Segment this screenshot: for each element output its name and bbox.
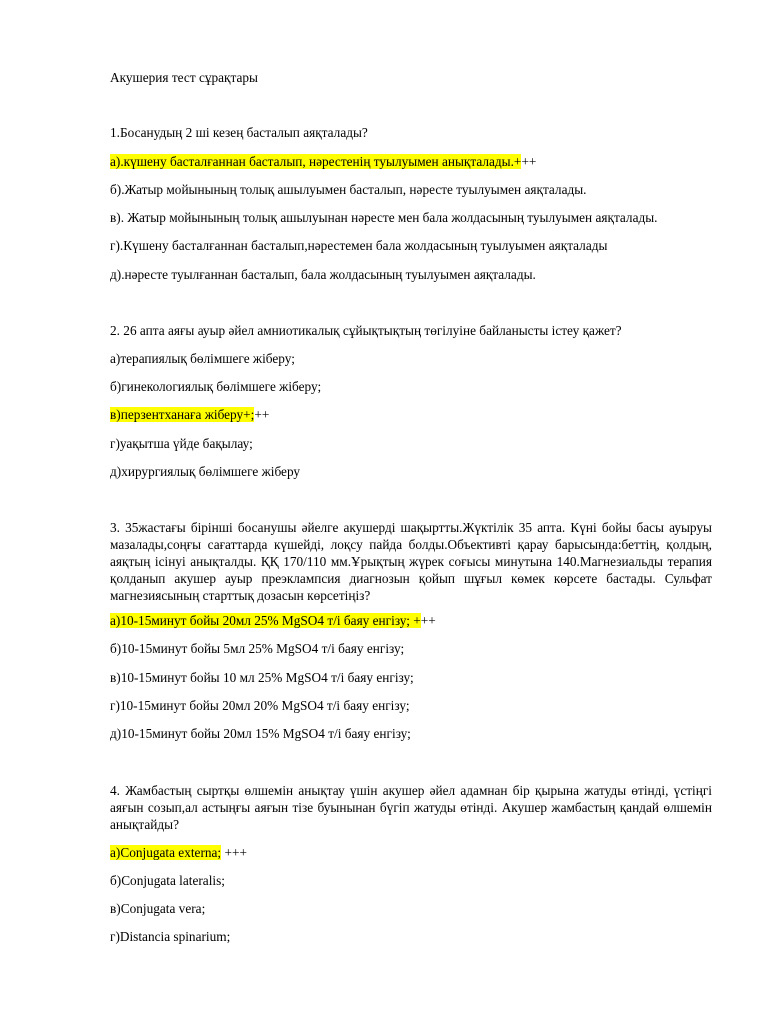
highlighted-answer: а).күшену басталғаннан басталып, нәрестенің туылуымен анықталады.+	[110, 154, 522, 169]
question-3: 3. 35жастағы бірінші босанушы әйелге акушерді шақыртты.Жүктілік 35 апта. Күні бойы басы ауыруы мазалады,соңғы сағаттарда күшейді, лоқсу пайда болды.Объективті қарау барысында:беттің, қолдың, аяқтың ісінуі анықталды. ҚҚ 170/110 мм.Ұрықтың жүрек соғысы минутына 140.Магнезиальды терапия қолданып акушер ауыр преэклампсия диагнозын қойып шұғыл көмек көрсете бастады. Сульфат магнезиясының старттық дозасын көрсетіңіз?	[110, 520, 712, 603]
question-2: 2. 26 апта аяғы ауыр әйел амниотикалық сұйықтықтың төгілуіне байланысты істеу қажет?	[110, 323, 622, 338]
answer-mark: +++	[221, 845, 247, 860]
q4-option-d: г)Distancia spinarium;	[110, 929, 231, 944]
question-4: 4. Жамбастың сыртқы өлшемін анықтау үшін акушер әйел адамнан бір қырына жатуды өтінді, үстіңгі аяғын созып,ал астыңғы аяғын тізе буынынан бүгіп жатуды өтінді. Акушер жамбастың қандай өлшемін анықтайды?	[110, 783, 712, 832]
q1-option-d: г).Күшену басталғаннан басталып,нәрестемен бала жолдасының туылуымен аяқталады	[110, 238, 608, 253]
q1-option-b: б).Жатыр мойынының толық ашылуымен басталып, нәресте туылуымен аяқталады.	[110, 182, 587, 197]
q3-option-c: в)10-15минут бойы 10 мл 25% MgSO4 т/і баяу енгізу;	[110, 670, 414, 685]
answer-mark: ++	[420, 613, 436, 628]
highlighted-answer: а)10-15минут бойы 20мл 25% MgSO4 т/і баяу енгізу; +	[110, 613, 421, 628]
q4-option-c: в)Conjugata vera;	[110, 901, 206, 916]
q3-option-a	[110, 612, 436, 629]
q2-option-c	[110, 406, 269, 423]
q3-option-e: д)10-15минут бойы 20мл 15% MgSO4 т/і баяу енгізу;	[110, 726, 411, 741]
q1-option-e: д).нәресте туылғаннан басталып, бала жолдасының туылуымен аяқталады.	[110, 267, 536, 282]
q2-option-b: б)гинекологиялық бөлімшеге жіберу;	[110, 379, 322, 394]
q2-option-e: д)хирургиялық бөлімшеге жіберу	[110, 464, 301, 479]
q2-option-a: а)терапиялық бөлімшеге жіберу;	[110, 351, 295, 366]
q4-option-b: б)Conjugata lateralis;	[110, 873, 225, 888]
q3-option-b: б)10-15минут бойы 5мл 25% MgSO4 т/і баяу енгізу;	[110, 641, 405, 656]
document-title: Акушерия тест сұрақтары	[110, 70, 258, 85]
highlighted-answer: в)перзентханаға жіберу+;	[110, 407, 255, 422]
highlighted-answer: а)Conjugata externa;	[110, 845, 222, 860]
q1-option-a	[110, 153, 536, 170]
answer-mark: ++	[521, 154, 537, 169]
q4-option-a	[110, 844, 247, 861]
q2-option-d: г)уақытша үйде бақылау;	[110, 436, 253, 451]
answer-mark: ++	[254, 407, 270, 422]
q3-option-d: г)10-15минут бойы 20мл 20% MgSO4 т/і баяу енгізу;	[110, 698, 410, 713]
q1-option-c: в). Жатыр мойынының толық ашылуынан нәресте мен бала жолдасының туылуымен аяқталады.	[110, 210, 658, 225]
question-1: 1.Босанудың 2 ші кезең басталып аяқталады?	[110, 125, 368, 140]
